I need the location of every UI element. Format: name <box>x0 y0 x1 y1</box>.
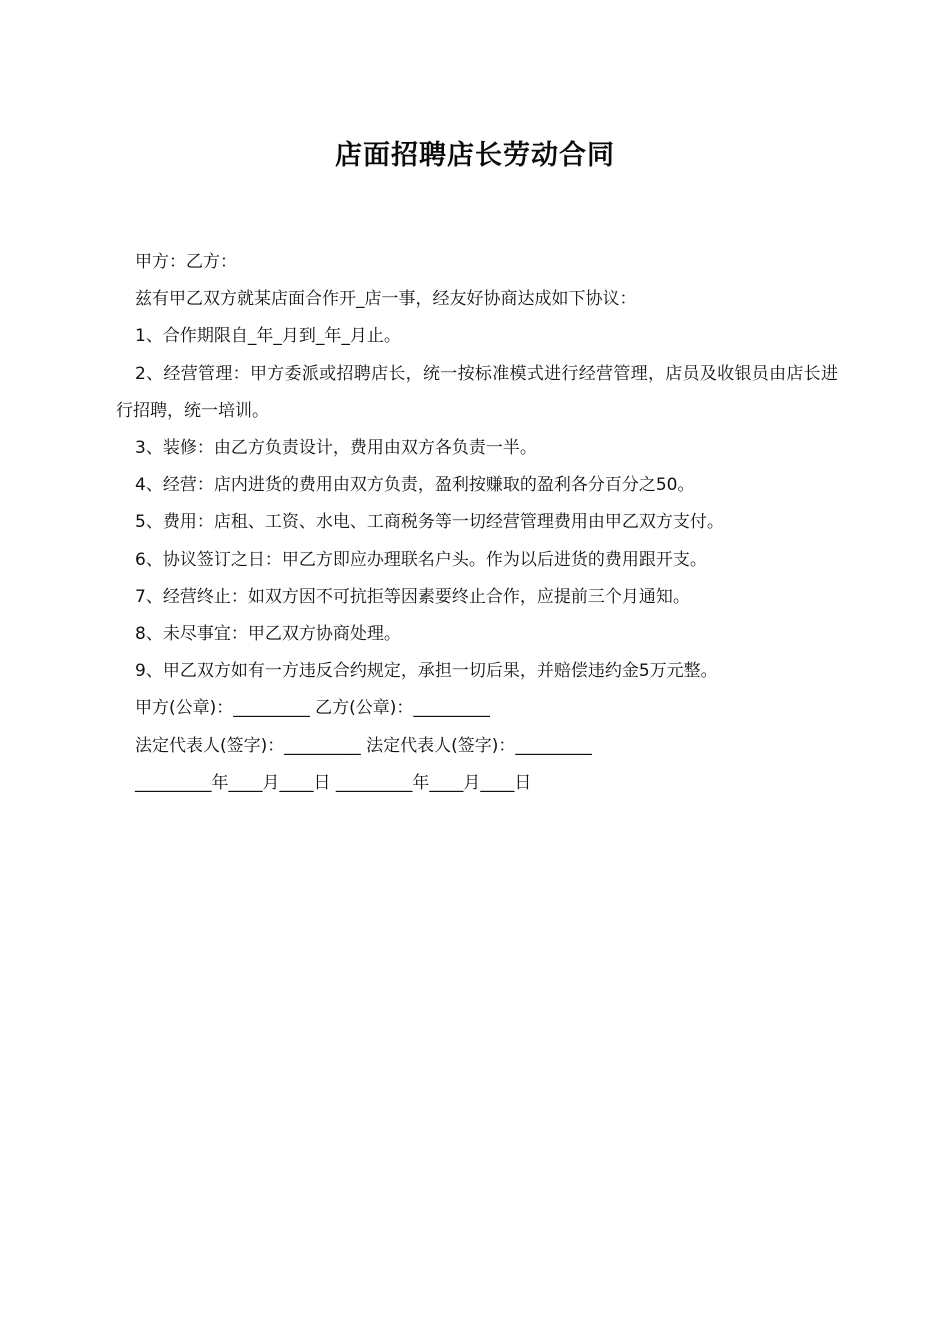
signature-line: 法定代表人(签字)：_________ 法定代表人(签字)：_________ <box>135 735 592 756</box>
clause-2-management: 2、经营管理：甲方委派或招聘店长，统一按标准模式进行经营管理，店员及收银员由店长进行招聘，统一培训。 <box>116 363 838 421</box>
preamble-paragraph: 兹有甲乙双方就某店面合作开_店一事，经友好协商达成如下协议： <box>135 289 637 310</box>
clause-7-termination: 7、经营终止：如双方因不可抗拒等因素要终止合作，应提前三个月通知。 <box>135 586 690 607</box>
date-line: _________年____月____日 _________年____月____日 <box>135 772 532 793</box>
clause-6-signing: 6、协议签订之日：甲乙方即应办理联名户头。作为以后进货的费用跟开支。 <box>135 549 707 570</box>
clause-8-unsettled: 8、未尽事宜：甲乙双方协商处理。 <box>135 624 401 645</box>
clause-4-operation: 4、经营：店内进货的费用由双方负责，盈利按赚取的盈利各分百分之50。 <box>135 475 695 496</box>
clause-1-term: 1、合作期限自_年_月到_年_月止。 <box>135 326 401 347</box>
document-body <box>116 244 838 802</box>
seal-line: 甲方(公章)：_________ 乙方(公章)：_________ <box>135 698 490 719</box>
clause-3-decoration: 3、装修：由乙方负责设计，费用由双方各负责一半。 <box>135 438 537 459</box>
clause-9-breach: 9、甲乙双方如有一方违反合约规定，承担一切后果，并赔偿违约金5万元整。 <box>135 661 718 682</box>
clause-5-expenses: 5、费用：店租、工资、水电、工商税务等一切经营管理费用由甲乙双方支付。 <box>135 512 724 533</box>
party-line: 甲方：乙方： <box>135 252 237 272</box>
document-title: 店面招聘店长劳动合同 <box>335 140 615 171</box>
